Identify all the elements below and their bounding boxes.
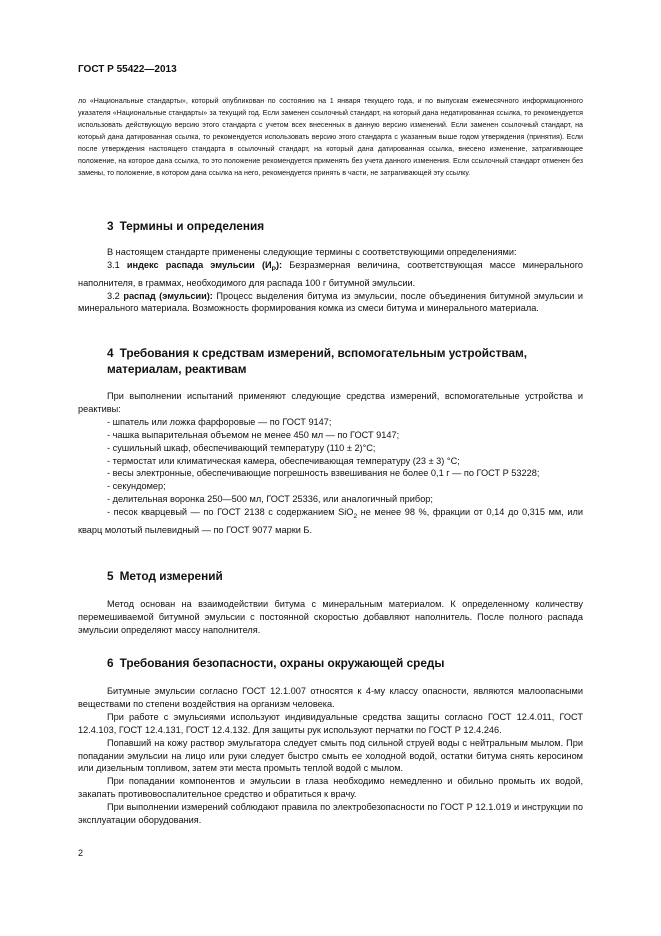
section-3-heading [78,218,583,234]
intro-text: ло «Национальные стандарты», который опубликован по состоянию на 1 января текущего года, и по выпускам ежемесячного информационного указателя «Национальные стандарты» за текущий год. Если заменен ссылочный стандарт, на который дана недатированная ссылка, то рекомендуется использовать действующую версию этого стандарта с учетом всех внесенных в данную версию изменений. Если заменен ссылочный стандарт, на который дана датированная ссылка, то рекомендуется использовать версию этого стандарта с указанным выше годом утверждения (принятия). Если после утверждения настоящего стандарта в ссылочный стандарт, на который дана датированная ссылка, внесено изменение, затрагивающее положение, на которое дана ссылка, то это положение рекомендуется применять без учета данного изменения. Если ссылочный стандарт отменен без замены, то положение, в котором дана ссылка на него, рекомендуется принять в части, не затрагивающей эту ссылку. [78,97,583,177]
document-header: ГОСТ Р 55422—2013 [78,64,177,75]
paragraph: При выполнении испытаний применяют следующие средства измерений, вспомогательные устройства и реактивы: [78,391,583,414]
paragraph: Битумные эмульсии согласно ГОСТ 12.1.007 относятся к 4-му классу опасности, являются малоопасными веществами по степени воздействия на организм человека. [78,686,583,709]
section-title-cont: материалам, реактивам [107,362,247,376]
section-4-heading [78,345,583,377]
term-name: распад (эмульсии): [123,290,213,301]
paragraph: Попавший на кожу раствор эмульгатора следует смыть под сильной струей воды с нейтральным мылом. При попадании эмульсии на лицо или руки следует быстро смыть ее холодной водой, остатки битума снять керосином или дизельным топливом, затем эти места промыть теплой водой с мылом. [78,737,583,774]
term-definition-text: Процесс выделения битума из эмульсии, после объединения битумной эмульсии и минерального материала. Возможность формирования комка из смеси битума и минерального материала. [78,290,584,314]
section-number: 5 [107,569,114,583]
paragraph: При работе с эмульсиями используют индивидуальные средства защиты согласно ГОСТ 12.4.011, ГОСТ 12.4.103, ГОСТ 12.4.131, ГОСТ 12.4.132. Для защиты рук используют перчатки по ГОСТ Р 12.4.246. [78,711,583,735]
section-number: 3 [107,219,114,233]
paragraph: При попадании компонентов и эмульсии в глаза необходимо немедленно и обильно промыть их водой, закапать противовоспалительное средство и обратиться к врачу. [78,776,583,800]
section-3 [78,218,583,315]
term-number: 3.2 [107,290,120,301]
list-item: - сушильный шкаф, обеспечивающий температуру (110 ± 2)°С; [107,442,376,453]
section-5-heading [78,568,583,584]
list-item: - термостат или климатическая камера, обеспечивающая температуру (23 ± 3) °С; [107,455,460,466]
list-item: - делительная воронка 250—500 мл, ГОСТ 25336, или аналогичный прибор; [107,494,433,505]
term-definition [78,259,583,290]
term-name: индекс распада эмульсии $(И_Р)$: [126,259,283,273]
list-item: - чашка выпарительная объемом не менее 450 мл — по ГОСТ 9147; [107,429,400,440]
section-6-heading [78,655,583,671]
section-number: 6 [107,656,114,670]
list-item: - секундомер; [107,481,166,492]
section-title: Метод измерений [119,569,223,583]
section-3-body [78,246,583,315]
term-number: 3.1 [107,259,120,270]
section-title: Требования безопасности, охраны окружающей среды [119,656,445,670]
list-item: - шпатель или ложка фарфоровые — по ГОСТ 9147; [107,416,332,427]
page-number: 2 [78,848,84,858]
paragraph: При выполнении измерений соблюдают правила по электробезопасности по ГОСТ Р 12.1.019 и инструкции по эксплуатации оборудования. [78,802,583,826]
term-definition-text: Безразмерная величина, соответствующая массе минерального наполнителя, в граммах, необходимого для распада 100 г битумной эмульсии. [78,259,583,288]
section-4-body [78,390,583,537]
section-number: 4 [107,346,114,360]
term-definition [78,290,583,316]
paragraph: Метод основан на взаимодействии битума с минеральным материалом. К определенному количеству перемешиваемой битумной эмульсии с постоянной скоростью добавляют наполнитель. После полного распада эмульсии определяют массу наполнителя. [78,599,583,635]
section-6-body [78,685,583,827]
intro-paragraph [78,95,583,179]
section-title: Термины и определения [119,219,265,233]
section-title: Требования к средствам измерений, вспомогательным устройствам, [119,346,528,360]
section-4 [78,345,583,537]
paragraph: В настоящем стандарте применены следующие термины с соответствующими определениями: [107,247,517,257]
list-item: - песок кварцевый — по ГОСТ 2138 с содержанием SiO$_2$ не менее 98 %, фракции от 0,14 до 0,315 мм, или кварц молотый пылевидный — по ГОСТ 9077 марки Б. [78,507,583,535]
section-5-body [78,598,583,637]
section-6 [78,655,583,827]
section-5 [78,568,583,637]
list-item: - весы электронные, обеспечивающие погрешность взвешивания не более 0,1 г — по ГОСТ Р 53228; [107,468,540,479]
